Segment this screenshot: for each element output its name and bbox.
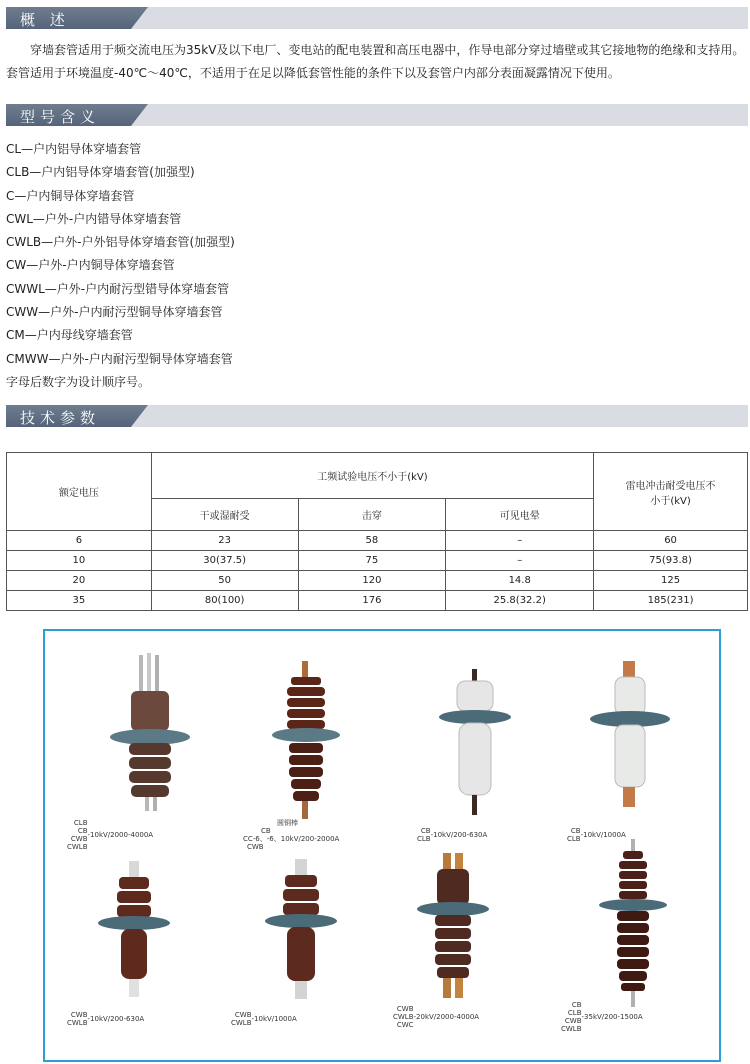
table-cell: 20 xyxy=(7,571,152,591)
table-cell: 176 xyxy=(298,591,446,611)
table-cell: 14.8 xyxy=(446,571,594,591)
params-title: 技术参数 xyxy=(20,409,101,427)
table-cell: – xyxy=(446,531,594,551)
product-caption: CLB CB CWB CWLB -10kV/2000-4000A xyxy=(67,819,154,851)
product-gallery xyxy=(43,629,721,1062)
model-item: CWW—户外-户内耐污型铜导体穿墙套管 xyxy=(6,305,223,320)
header-rated-voltage: 额定电压 xyxy=(7,453,152,531)
product-caption: 圆铜棒 CB CC-6、-6、10kV/200-2000A CWB xyxy=(243,819,340,851)
table-cell: 50 xyxy=(151,571,298,591)
header-breakdown: 击穿 xyxy=(298,499,446,531)
table-cell: 58 xyxy=(298,531,446,551)
model-item: CWWL—户外-户内耐污型错导体穿墙套管 xyxy=(6,281,230,296)
header-impulse-voltage: 雷电冲击耐受电压不小于(kV) xyxy=(594,453,748,531)
model-item: CWL—户外-户内错导体穿墙套管 xyxy=(6,211,182,226)
product-caption: CB CLB -10kV/1000A xyxy=(567,827,626,843)
model-list xyxy=(6,138,406,394)
product-caption: CB CLB CWB CWLB -35kV/200-1500A xyxy=(561,1001,643,1033)
table-cell: 23 xyxy=(151,531,298,551)
header-dry-wet: 干或湿耐受 xyxy=(151,499,298,531)
table-cell: 120 xyxy=(298,571,446,591)
model-item: CLB—户内铝导体穿墙套管(加强型) xyxy=(6,165,195,180)
model-item: CL—户内铝导体穿墙套管 xyxy=(6,142,142,156)
table-row xyxy=(7,551,748,571)
overview-line-2: 套管适用于环境温度-40℃～40℃，不适用于在足以降低套管性能的条件下以及套管户内部分表面凝露情况下使用。 xyxy=(6,66,620,80)
params-table xyxy=(6,452,748,611)
table-cell: 75 xyxy=(298,551,446,571)
table-cell: 30(37.5) xyxy=(151,551,298,571)
table-cell: 125 xyxy=(594,571,748,591)
table-cell: 75(93.8) xyxy=(594,551,748,571)
models-title: 型号含义 xyxy=(20,108,101,126)
table-row xyxy=(7,571,748,591)
table-cell: 25.8(32.2) xyxy=(446,591,594,611)
table-cell: 60 xyxy=(594,531,748,551)
overview-title: 概 述 xyxy=(20,11,70,29)
params-header xyxy=(6,405,748,427)
model-item: CWLB—户外-户外铝导体穿墙套管(加强型) xyxy=(6,235,235,250)
bushing-image xyxy=(101,653,201,813)
header-test-voltage: 工频试验电压不小于(kV) xyxy=(151,453,593,499)
table-row xyxy=(7,591,748,611)
bushing-image xyxy=(267,661,347,826)
product-caption: CB CLB -10kV/200-630A xyxy=(417,827,488,843)
bushing-image xyxy=(585,661,675,811)
product-caption: CWB CWLB CWC -20kV/2000-4000A xyxy=(393,1005,480,1029)
product-caption: CWB CWLB -10kV/1000A xyxy=(231,1011,297,1027)
bushing-image xyxy=(409,853,499,1003)
overview-line-1: 穿墙套管适用于频交流电压为35kV及以下电厂、变电站的配电装置和高压电器中，作导电部分穿过墙壁或其它接地物的绝缘和支持用。 xyxy=(30,43,745,57)
table-cell: 35 xyxy=(7,591,152,611)
overview-header xyxy=(6,7,748,29)
bushing-image xyxy=(435,669,515,819)
product-caption: CWB CWLB -10kV/200-630A xyxy=(67,1011,145,1027)
table-cell: – xyxy=(446,551,594,571)
models-header xyxy=(6,104,748,126)
table-row xyxy=(7,531,748,551)
model-item: C—户内铜导体穿墙套管 xyxy=(6,188,135,203)
bushing-image xyxy=(589,839,679,1009)
header-corona: 可见电晕 xyxy=(446,499,594,531)
table-cell: 10 xyxy=(7,551,152,571)
model-item: CM—户内母线穿墙套管 xyxy=(6,328,133,343)
model-note: 字母后数字为设计顺序号。 xyxy=(6,374,151,389)
bushing-image xyxy=(255,859,345,1004)
model-item: CW—户外-户内铜导体穿墙套管 xyxy=(6,258,175,273)
bushing-image xyxy=(91,861,181,1001)
table-cell: 80(100) xyxy=(151,591,298,611)
table-cell: 185(231) xyxy=(594,591,748,611)
model-item: CMWW—户外-户内耐污型铜导体穿墙套管 xyxy=(6,351,233,366)
table-cell: 6 xyxy=(7,531,152,551)
